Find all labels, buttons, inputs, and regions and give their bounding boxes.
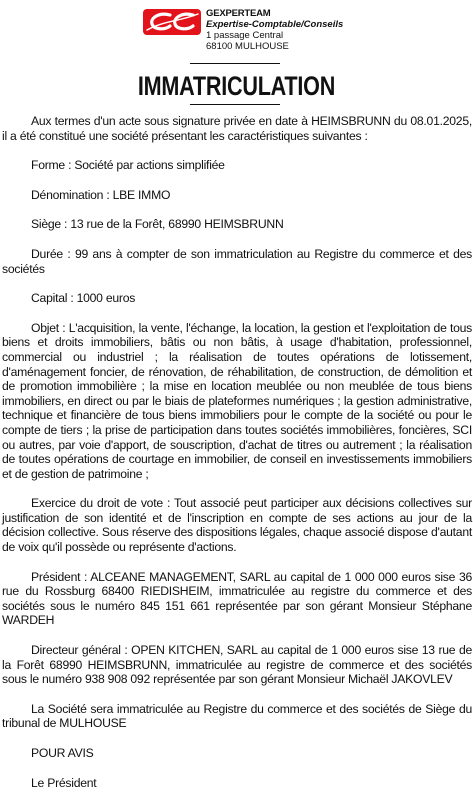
firm-address-line1: 1 passage Central [206, 30, 284, 41]
firm-address-line2: 68100 MULHOUSE [206, 41, 289, 52]
siege-paragraph: Siège : 13 rue de la Forêt, 68990 HEIMSBRUNN [31, 217, 284, 232]
pour-avis-paragraph: POUR AVIS [31, 746, 94, 760]
firm-name: GEXPERTEAM [206, 8, 271, 19]
notice-body [2, 114, 472, 805]
forme-paragraph: Forme : Société par actions simplifiée [31, 158, 225, 173]
notice-title: IMMATRICULATION [137, 71, 336, 101]
title-rule-top [190, 63, 280, 64]
president-paragraph: Président : ALCEANE MANAGEMENT, SARL au capital de 1 000 000 euros sise 36 rue du Rossburg 68400 RIEDISHEIM, immatriculée au registre du commerce et des sociétés sous le numéro 845 151 661 représentée par son gérant Monsieur Stéphane WARDEH [2, 569, 472, 628]
letterhead [0, 0, 473, 60]
vote-paragraph: Exercice du droit de vote : Tout associé peut participer aux décisions collectives sur justification de son identité et de l'inscription en compte de ses actions au jour de la décision collective. Sous réserve des dispositions légales, chaque associé dispose d'autant de voix qu'il possède ou représente d'actions. [2, 496, 472, 555]
duree-paragraph: Durée : 99 ans à compter de son immatriculation au Registre du commerce et des sociétés [2, 246, 472, 276]
denomination-paragraph: Dénomination : LBE IMMO [31, 187, 171, 202]
registre-paragraph: La Société sera immatriculée au Registre du commerce et des sociétés de Siège du tribunal de MULHOUSE [2, 701, 472, 731]
intro-paragraph: Aux termes d'un acte sous signature privée en date à HEIMSBRUNN du 08.01.2025, il a été constitué une société présentant les caractéristiques suivantes : [2, 114, 472, 143]
gexperteam-logo-icon [143, 9, 201, 35]
firm-details [206, 8, 466, 52]
title-rule-bottom [190, 104, 280, 105]
directeur-paragraph: Directeur général : OPEN KITCHEN, SARL au capital de 1 000 euros sise 13 rue de la Forêt 68990 HEIMSBRUNN, immatriculée au registre de commerce et des sociétés sous le numéro 938 908 092 représentée par son gérant Monsieur Michaël JAKOVLEV [2, 643, 472, 687]
objet-paragraph: Objet : L'acquisition, la vente, l'échange, la location, la gestion et l'exploitation de tous biens et droits immobiliers, bâtis ou non bâtis, à usage d'habitation, professionnel, commercial ou industriel ; la réalisation de toutes opérations de lotissement, d'aménagement foncier, de rénovation, de réhabilitation, de construction, de démolition et de promotion immobilière ; la mise en location meublée ou non meublée de tous biens immobiliers, en direct ou par le biais de plateformes numériques ; la gestion administrative, technique et financière de tous biens immobiliers pour le compte de la société ou pour le compte de tiers ; la prise de participation dans toutes sociétés immobilières, foncières, SCI ou autres, par voie d'apport, de souscription, d'achat de titres ou autrement ; la réalisation de toutes opérations de courtage en immobilier, de conseil en investissements immobiliers et de gestion de patrimoine ; [2, 320, 472, 481]
capital-paragraph: Capital : 1000 euros [31, 291, 136, 306]
signature-paragraph: Le Président [31, 775, 97, 790]
firm-tagline: Expertise-Comptable/Conseils [206, 19, 344, 30]
